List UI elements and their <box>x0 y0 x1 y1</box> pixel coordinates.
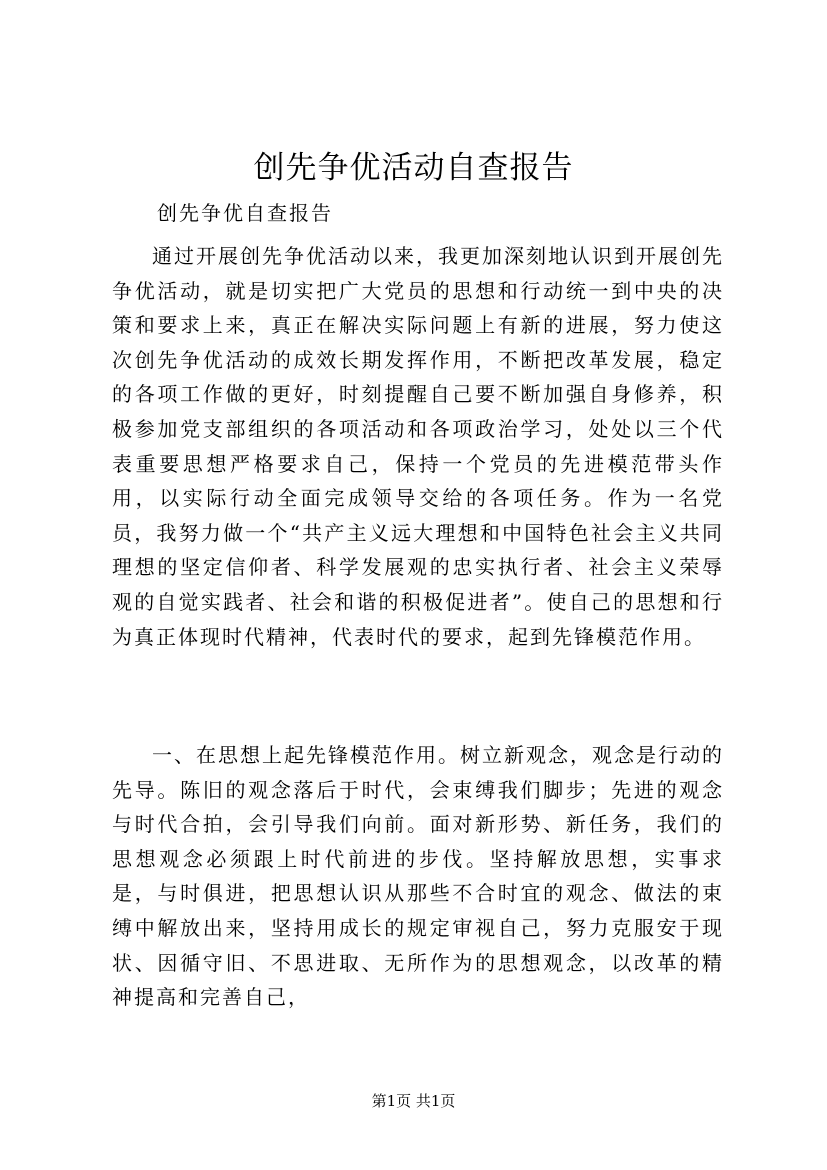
document-subtitle: 创先争优自查报告 <box>157 201 333 225</box>
page-footer: 第1页 共1页 <box>371 1092 456 1110</box>
body-paragraph-1: 通过开展创先争优活动以来，我更加深刻地认识到开展创先争优活动，就是切实把广大党员的思想和行动统一到中央的决策和要求上来，真正在解决实际问题上有新的进展，努力使这次创先争优活动的成效长期发挥作用，不断把改革发展，稳定的各项工作做的更好，时刻提醒自己要不断加强自身修养，积极参加党支部组织的各项活动和各项政治学习，处处以三个代表重要思想严格要求自己，保持一个党员的先进模范带头作用，以实际行动全面完成领导交给的各项任务。作为一名党员，我努力做一个“共产主义远大理想和中国特色社会主义共同理想的坚定信仰者、科学发展观的忠实执行者、社会主义荣辱观的自觉实践者、社会和谐的积极促进者”。使自己的思想和行为真正体现时代精神，代表时代的要求，起到先锋模范作用。 <box>112 244 724 649</box>
document-title: 创先争优活动自查报告 <box>253 150 574 186</box>
body-paragraph-2: 一、在思想上起先锋模范作用。树立新观念，观念是行动的先导。陈旧的观念落后于时代，会束缚我们脚步；先进的观念与时代合拍，会引导我们向前。面对新形势、新任务，我们的思想观念必须跟上时代前进的步伐。坚持解放思想，实事求是，与时俱进，把思想认识从那些不合时宜的观念、做法的束缚中解放出来，坚持用成长的规定审视自己，努力克服安于现状、因循守旧、不思进取、无所作为的思想观念，以改革的精神提高和完善自己， <box>112 743 724 1010</box>
